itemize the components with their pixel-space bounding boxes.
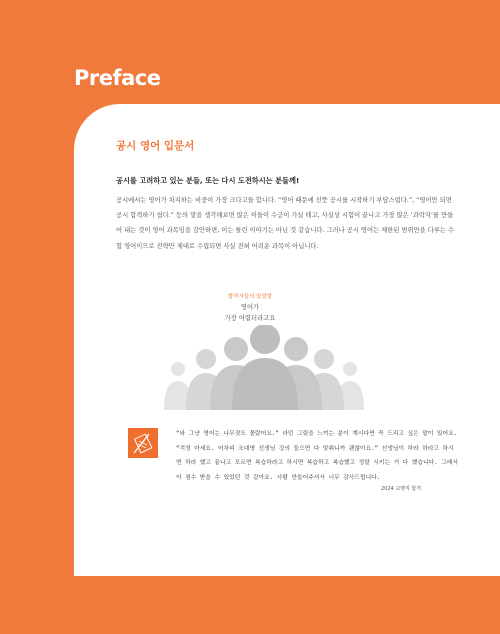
section-title: 공시 영어 입문서 [116, 140, 195, 152]
review-text: “와 그냥 영어는 나무젓도 몰랐어요.” 라던 그림을 느끼는 분이 계시다면 꼭 드리고 싶은 말이 있어요. “걱정 마세요. 어차피 조대명 선생님 강의 들으면 다 맞춰니까 괜찮아요.” 선생님이 하라 하라고 하시면 하라 했고 끝나고 모르면 복습하라고 하시면 복습하고 복습했고 정말 시키는 거 다 했습니다. 그래서 이 점수 받을 수 있었던 것 같아요. 사람 만들어주셔서 너무 감사드립니다. [176, 431, 458, 481]
page-title: Preface [74, 66, 161, 90]
hint-quote-line: 영어가 [240, 304, 260, 311]
body-paragraph: 공시에서는 영어가 차지하는 비중이 가장 크다고들 합니다. “영어 때문에 선뜻 공시를 시작하기 부담스럽다.”, “영어만 되면 공시 합격하기 쉽다.” 등의 말을 생각해보면 많은 이들이 수긍이 가실 테고, 사실상 시험이 끝나고 가장 많은 ‘과락자’를 만들어 내는 것이 영어 과목임을 감안하면, 이는 틀린 이야기는 아닌 것 같습니다. 그러나 공시 영어는 제한된 범위만을 다루는 수험 영어이므로 전략만 제대로 수립되면 사실 전혀 어려운 과목이 아닙니다. [116, 197, 455, 250]
lead-text: 공시를 고려하고 있는 분들, 또는 다시 도전하시는 분들께! [116, 176, 300, 185]
crowd-silhouette-illustration [150, 325, 380, 410]
pen-note-icon [128, 428, 158, 458]
hint-quote [180, 303, 320, 324]
review-credit: 2024 교행직 합격 [381, 486, 422, 492]
hint-quote-line: 가장 어렵더라고요 [224, 314, 276, 322]
hint-block [180, 292, 320, 324]
hint-label: 합격자들의 말말말 [227, 294, 273, 300]
